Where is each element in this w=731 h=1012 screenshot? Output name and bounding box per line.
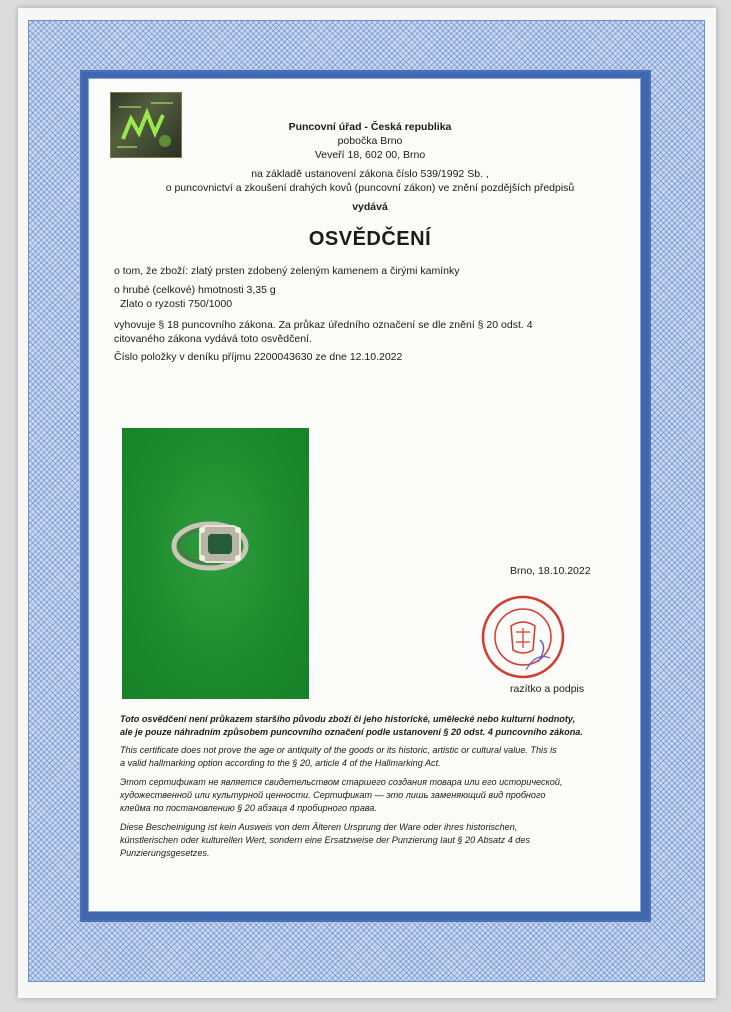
note-de-line-3: Punzierungsgesetzes. [120, 848, 210, 858]
place-date: Brno, 18.10.2022 [510, 565, 591, 577]
note-ru-line-1: Этот сертификат не является свидетельством старшего создания товара или его исторической, [120, 777, 563, 787]
certificate-title: OSVĚDČENÍ [308, 228, 432, 250]
note-de-line-1: Diese Bescheinigung ist kein Ausweis von dem Älteren Ursprung der Ware oder ihres historischen, [120, 822, 518, 832]
compliance-line-2: citovaného zákona vydává toto osvědčení. [114, 333, 312, 345]
office-name: Puncovní úřad - Česká republika [288, 121, 452, 133]
legal-basis-line-2: o puncovnictví a zkoušení drahých kovů (puncovní zákon) ve znění pozdějších předpisů [165, 182, 575, 194]
compliance-line-1: vyhovuje § 18 puncovního zákona. Za průkaz úředního označení se dle znění § 20 odst. 4 [114, 319, 533, 331]
note-de-line-2: künstlerischen oder kulturellen Wert, sondern eine Ersatzweise der Punzierung laut § 20 Absatz 4 des [120, 835, 530, 845]
note-cz-line-2: ale je pouze náhradním způsobem puncovního označení podle ustanovení § 20 odst. 4 puncovního zákona. [120, 727, 583, 737]
legal-basis-line-1: na základě ustanovení zákona číslo 539/1992 Sb. , [251, 168, 489, 180]
note-cz-line-1: Toto osvědčení není průkazem staršího původu zboží či jeho historické, umělecké nebo kulturní hodnoty, [120, 714, 576, 724]
note-en-line-1: This certificate does not prove the age or antiquity of the goods or its historic, artistic or cultural value. This is [120, 745, 557, 755]
office-address: Veveří 18, 602 00, Brno [314, 149, 426, 161]
signature-label: razítko a podpis [510, 683, 585, 695]
issues-label: vydává [352, 201, 388, 213]
official-stamp [478, 592, 568, 682]
note-ru-line-3: клейма по постановлению § 20 абзаца 4 пробирного права. [120, 803, 377, 813]
ring-photo [122, 428, 309, 699]
weight-line: o hrubé (celkové) hmotnosti 3,35 g [114, 284, 276, 296]
goods-description: o tom, že zboží: zlatý prsten zdobený zeleným kamenem a čirými kamínky [114, 265, 460, 277]
office-branch: pobočka Brno [337, 135, 403, 147]
note-ru-line-2: художественной или культурной ценности. Сертификат — это лишь заменяющий вид пробного [120, 790, 546, 800]
ledger-line: Číslo položky v deníku příjmu 2200043630 ze dne 12.10.2022 [114, 351, 403, 363]
fineness-line: Zlato o ryzosti 750/1000 [120, 298, 233, 310]
note-en-line-2: a valid hallmarking option according to the § 20, article 4 of the Hallmarking Act. [120, 758, 441, 768]
